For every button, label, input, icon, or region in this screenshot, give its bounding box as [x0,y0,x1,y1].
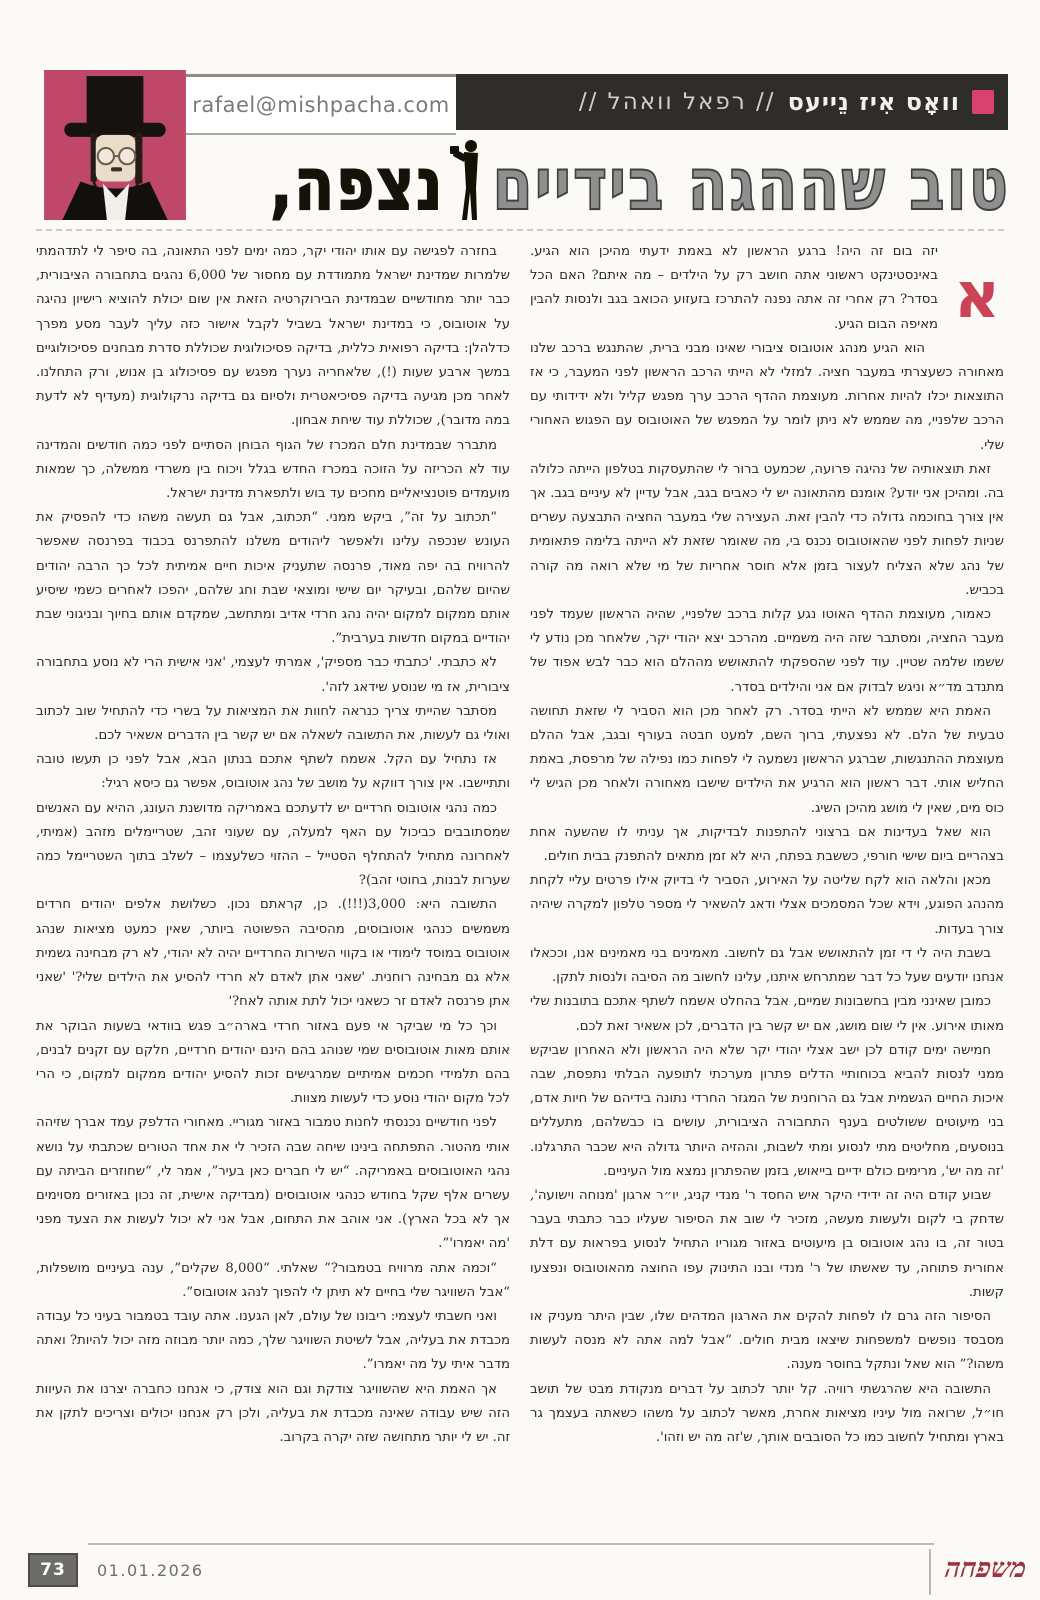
paragraph: אז נתחיל עם הקל. אשמח לשתף אתכם בנתון הבא, אבל לפני כן תעשו טובה ותתיישבו. אין צורך דווקא על מושב של נהג אוטובוס, אפשר גם כיסא רגיל: [36,752,510,792]
author-portrait-illustration [44,70,186,220]
drop-cap: א [953,259,1001,333]
headline-black-word: נצפה, [270,141,445,227]
hasidic-man-illustration [44,70,186,220]
paragraph: התשובה היא: 3,000(!!!). כן, קראתם נכון. כשלושת אלפים יהודים חרדים משמשים כנהגי אוטובוסים, מהסיבה הפשוטה ביותר, שאין כמעט מציאות שנהג אוטובוס במוסד לימודי או בקווי השירות החרדיים יהיה לא יהודי, לא רק מבחינה גשמית אלא גם מבחינה רוחנית. 'שאני אתן לאדם לא חרדי להסיע את הילדים שלי?' 'שאני אתן פרנסה לאדם זר כשאני יכול לתת אותה לאח?' [36,897,510,1010]
paragraph: שבוע קודם היה זה ידידי היקר איש החסד ר' מנדי קניג, יו״ר ארגון 'מנוחה וישועה', שדחק בי לקום ולעשות מעשה, מזכיר לי שוב את הסיפור שעליו כבר כתבתי בעבר בטור זה, בו נהג אוטובוס בן מיעוטים באזור מגוריו התחיל לנסוע בפראות עם דלת אחורית פתוחה, עד שאשתו של ר' מנדי ובנו התינוק עפו החוצה מהאוטובוס ונפצעו קשות. [530,1187,1004,1300]
paragraph: וכך כל מי שביקר אי פעם באזור חרדי בארה״ב פגש בוודאי בשעות הבוקר את אותם מאות אוטובוסים שמי שנוהג בהם הינם יהודים חרדיים, חלקם עם זקנים לבנים, בהם תלמידי חכמים אמיתיים שמרגישים זכות להסיע יהודים ממקום למקום, כי הרי לכל מקום יהודי נוסע כדי לעשות מצוות. [36,1018,510,1107]
headline-main-text: טוב שההגה בידיים [492,141,1010,227]
paragraph: האמת היא שממש לא הייתי בסדר. רק לאחר מכן הוא הסביר לי שזאת תחושה טבעית של הלם. לא נפצעתי, ברוך השם, למעט חבטה בעורף ובגב, אבל ההלם מעוצמת ההתנגשות, שברגע הראשון נשמעה לי לפחות כמו נפילה של מרפסת, באמת החליש אותי. דבר ראשון הוא הרגיע את הילדים שישבו מאחורה ולאחר מכן הגיש לי כוס מים, שאין לי מושג מהיכן השיג. [530,703,1004,816]
headline [270,138,1010,227]
paragraph: כמה נהגי אוטובוס חרדיים יש לדעתכם באמריקה מדושנת העונג, ההיא עם האנשים שמסתובבים כביכול עם האף למעלה, עם שעוני זהב, שטריימלים מזהב (אמיתי, לאחרונה מתחיל להתחלף הסטייל – ההזוי כשלעצמו – לשלב בתוך השטריימל כמה שערות לבנות, בחוטי זהב)? [36,800,510,889]
paragraph: מתברר שבמדינת חלם המכרז של הגוף הבוחן הסתיים לפני כמה חודשים והמדינה עוד לא הכריזה על הזוכה במכרז החדש בגלל ויכוח בין משרדי ממשלה, כך שמאות מועמדים פוטנציאליים מחכים עד בוש ולתפארת מדינת ישראל. [36,437,510,502]
paragraph: חמישה ימים קודם לכן ישב אצלי יהודי יקר שלא היה הראשון ולא האחרון שביקש ממני לנסות להביא בכוחותיי הדלים פתרון מערכתי לתופעה הבלתי נתפסת, שבה איכות החיים הגשמית אבל גם הרוחנית של המגזר החרדי נתונה בידיהם של חיות אדם, בני מיעוטים ששולטים בענף התחבורה הציבורית, עושים בו כבשלהם, מתעללים בנוסעים, מחליטים מתי לנסוע ומתי לשבות, וההזיה היותר גדולה היא שכבר התרגלנו. 'זה מה יש', מרימים כולם ידיים בייאוש, בזמן שהפתרון נמצא מול העיניים. [530,1042,1004,1179]
paragraph: לפני חודשיים נכנסתי לחנות טמבור באזור מגוריי. מאחורי הדלפק עמד אברך שזיהה אותי מהטור. התפתחה בינינו שיחה שבה הזכיר לי את אחד הטורים שכתבתי על נושא נהגי האוטובוסים באמריקה. “יש לי חברים כאן בעיר”, אמר לי, “שחוזרים הביתה עם עשרים אלף שקל בחודש כנהגי אוטובוסים (מבדיקה אישית, זה נכון באזורים מסוימים אך לא בכל הארץ). אני אוהב את התחום, אבל אני לא יכול לעשות את הצעד מפני 'מה יאמרו'”. [36,1115,510,1252]
paragraph: לא כתבתי. 'כתבתי כבר מספיק', אמרתי לעצמי, 'אני אישית הרי לא נוסע בתחבורה ציבורית, אז מי שנוסע שידאג לזה'. [36,655,510,695]
paragraph: אך האמת היא שהשוויגר צודקת וגם הוא צודק, כי אנחנו כחברה יצרנו את העיוות הזה שיש עבודה שאינה מכבדת את בעליה, ולכן רק אנחנו יכולים וצריכים לתקן את זה. יש לי יותר מתחושה שזה יקרה בקרוב. [36,1381,510,1445]
paragraph: בשבת היה לי די זמן להתאושש אבל גם לחשוב. מאמינים בני מאמינים אנו, וככאלו אנחנו יודעים שעל כל דבר שמתרחש איתנו, עלינו לחשוב מה הסיבה ולנסות לתקן. [530,945,1004,986]
column-name: וואָס אִיז נֵייעס [787,88,960,116]
footer-divider [929,1549,931,1595]
footer-rule [88,1543,934,1545]
paragraph: זאת תוצאותיה של נהיגה פרועה, שכמעט ברור לי שהתעסקות בטלפון הייתה כלולה בה. ומהיכן אני יודע? אומנם מהתאונה יש לי כאבים בגב, אבל עדיין לא עיניים בגב. אך אין צורך בחוכמה גדולה כדי להבין זאת. העצירה שלי במעבר החציה התבצעה עשרים שניות לפחות לפני שהאוטובוס נכנס בי, מה שאומר שזאת לא הייתה בלימה פתאומית של נהג שלא הצליח לעצור בזמן אלא חוסר אחריות של מי שלא רואה מה קורה בכביש. [530,461,1004,598]
header-dashed-rule [36,229,1004,231]
article-column-right [530,240,1004,1532]
paragraph: הוא שאל בעדינות אם ברצוני להתפנות לבדיקות, אך עניתי לו שהשעה אחת בצהריים ביום שישי חורפי, כששבת בפתח, היא לא זמן מתאים להתפנק בבית חולים. [530,824,1004,865]
paragraph: מכאן והלאה הוא לקח שליטה על האירוע, הסביר לי בדיוק אילו פרטים עליי לקחת מהנהג הפוגע, וידא שכל המסמכים אצלי ודאג להשאיר לי מספר טלפון למקרה שיהיה צורך בעדות. [530,873,1004,937]
photographer-silhouette-icon [450,138,486,224]
paragraph: ואני חשבתי לעצמי: ריבונו של עולם, לאן הגענו. אתה עובד בטמבור בעיני כל עבודה מכבדת את בעליה, אבל לשיטת השוויגר שלך, כמה יותר מבוזה מזה יכול להיות? ואתה מדבר איתי על מה יאמרו”. [36,1308,510,1373]
paragraph: כאמור, מעוצמת ההדף האוטו נגע קלות ברכב שלפניי, שהיה הראשון שעמד לפני מעבר החציה, ומסתבר שזה היה משמיים. מהרכב יצא יהודי יקר, שלאחר מכן נודע לי ששמו שלמה שטיין. עוד לפני שהספקתי להתאושש מההלם הוא כבר לבש אפוד של מתנדב מד״א וניגש לבדוק אם אני והילדים בסדר. [530,607,1004,695]
article-column-left [36,240,510,1532]
paragraph: הוא הגיע מנהג אוטובוס ציבורי שאינו מבני ברית, שהתנגש ברכב שלנו מאחורה כשעצרתי במעבר חציה. למזלי לא הייתי הרכב הראשון לפני המעבר, כי אז התוצאות יכלו להיות אחרות. מעוצמת ההדף הרכב ערך מפגש קליל ולא ידידותי עם הרכב שלפניי, מה שממש לא ניתן לומר על המפגש של האוטובוס עם הפגוש האחורי שלי. [530,340,1004,453]
paragraph: “תכתוב על זה”, ביקש ממני. “תכתוב, אבל גם תעשה משהו כדי להפסיק את העונש שנכפה עלינו ולאפשר ליהודים משלנו להתפרנס בכבוד בפרנסה שאפשר להרוויח בה יפה מאוד, פרנסה שתעניק איכות חיים אמיתית לכל כך הרבה יהודים שהיום שלהם, ובעיקר יום שישי ומוצאי שבת וחג שלהם, יהפכו לאחרים כשמי שיסיע אותם ממקום למקום יהיה נהג חרדי אדיב ומתחשב, שמקדם אותם בחיוך ובניגוני שבת יהודיים במקום חדשות בערבית”. [36,510,510,647]
paragraph: “וכמה אתה מרוויח בטמבור?” שאלתי. “8,000 שקלים”, ענה בעיניים מושפלות, “אבל השוויגר שלי בחיים לא תיתן לי להפוך לנהג אוטובוס”. [36,1260,510,1300]
paragraph: בחזרה לפגישה עם אותו יהודי יקר, כמה ימים לפני התאונה, בה סיפר לי לתדהמתי שלמרות שמדינת ישראל מתמודדת עם מחסור של 6,000 נהגים בתחבורה הציבורית, כבר יותר מחודשיים שבמדינת הבירוקרטיה הזאת אין שום יכולת להוציא רישיון נהיגה על אוטובוס, כי במדינת ישראל בשביל לקבל אישור כזה עליך לעבר מסע מפרך כדלהלן: בדיקה רפואית כללית, בדיקה פסיכולוגית שכוללת סדרת מבחנים פסיכולוגיים במשך ארבע שעות (!), שלאחריה נערך מפגש עם פסיכולוג בן אנוש, ורק התחלנו. לאחר מכן מגיעה בדיקה פסיכיאטרית ולסיום גם בדיקה נרקולוגית (מעדיף לא לדעת במה מדובר), שכוללת עוד שיחת אבחון. [36,244,510,429]
paragraph: יזה בום זה היה! ברגע הראשון לא באמת ידעתי מהיכן הוא הגיע. באינסטינקט ראשוני אתה חושב רק על הילדים – מה איתם? האם הכל בסדר? רק אחרי זה אתה נפנה להתרכז בזעזוע הכואב בגב ולנסות להבין מאיפה הבום הגיע. [530,244,938,332]
paragraph: מסתבר שהייתי צריך כנראה לחוות את המציאות על בשרי כדי להתחיל שוב לכתוב ואולי גם לעשות, את התשובה לשאלה אם יש קשר בין הדברים אשאיר לכם. [36,703,510,744]
paragraph: הסיפור הזה גרם לו לפחות להקים את הארגון המדהים שלו, שבין היתר מעניק או מסבסד נופשים למשפחות שיצאו מבית חולים. “אבל למה אתה לא מנסה לעשות משהו?” הוא שאל ונתקל בחוסר מענה. [530,1308,1004,1373]
issue-date: 01.01.2026 [97,1561,204,1580]
page-number-badge [28,1553,78,1587]
magazine-logo: משפחה [943,1553,1028,1584]
paragraph: התשובה היא שהרגשתי רוויה. קל יותר לכתוב על דברים מנקודת מבט של תושב חו״ל, שרואה מול עיניו מציאות אחרת, מאשר לכתוב על משהו כשאתה בעצמך גר בארץ ומתחיל לחשוב כמו כל הסובבים אותך, ש'זה מה יש וזהו'. [530,1381,1004,1445]
author-email-box [186,74,456,135]
pink-accent-square [972,90,994,114]
column-kicker-bar [456,74,1008,130]
paragraph: כמובן שאינני מבין בחשבונות שמיים, אבל בהחלט אשמח לשתף אתכם בתובנות שלי מאותו אירוע. אין לי שום מושג, אם יש קשר בין הדברים, לכן אשאיר זאת לכם. [530,994,1004,1034]
author-email: rafael@mishpacha.com [192,93,450,117]
column-author: // רפאל וואהל // [578,89,776,115]
page-number: 73 [40,1560,66,1580]
